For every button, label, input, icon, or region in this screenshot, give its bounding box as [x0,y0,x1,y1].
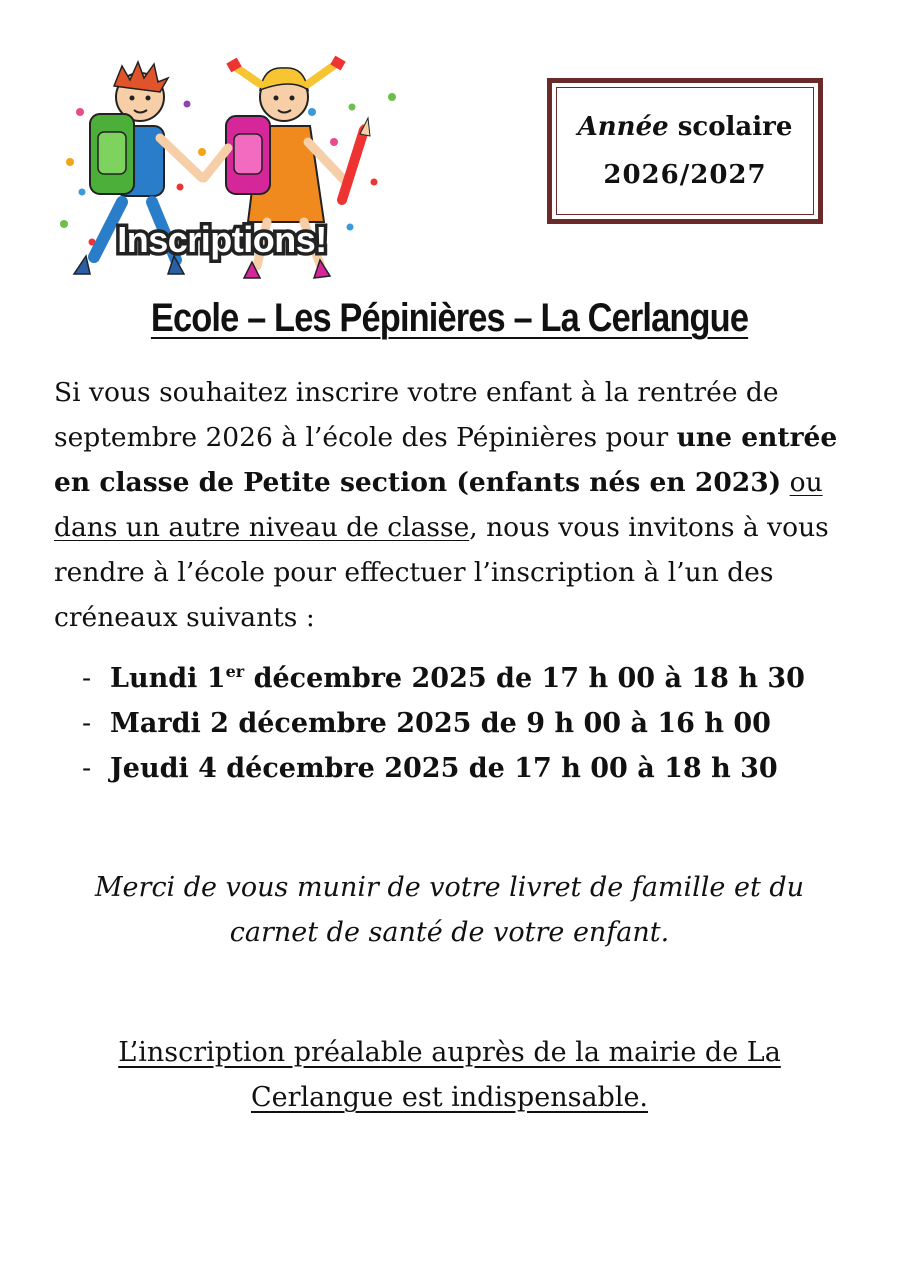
slot-item [82,746,805,791]
intro-underlined-text: ou dans un autre niveau de classe [54,467,823,543]
school-year-box-inner [556,87,814,215]
intro-text-part2: , nous vous invitons à vous rendre à l’école pour effectuer l’inscription à l’un des créneaux suivants : [54,512,829,633]
mairie-notice [0,1030,899,1120]
intro-space [781,467,789,498]
school-year-box [547,78,823,224]
documents-note-line2: carnet de santé de votre enfant. [229,917,670,948]
slot-dash: - [82,753,92,784]
slot-text: Mardi 2 décembre 2025 de 9 h 00 à 16 h 00 [110,708,771,739]
intro-bold-text: une entrée en classe de Petite section (enfants nés en 2023) [54,422,838,498]
children-with-backpacks-illustration [52,52,402,287]
school-year-label [578,103,793,151]
page-title-text: Ecole – Les Pépinières – La Cerlangue [150,296,749,340]
mairie-notice-line1: L’inscription préalable auprès de la mairie de La [118,1037,781,1068]
inscriptions-badge: Inscriptions! [117,219,327,260]
documents-note-line1: Merci de vous munir de votre livret de famille et du [94,872,805,903]
slot-text-end: décembre 2025 de 17 h 00 à 18 h 30 [244,663,805,694]
slot-item [82,656,805,701]
intro-text-part1: Si vous souhaitez inscrire votre enfant à la rentrée de septembre 2026 à l’école des Pépinières pour [54,377,779,453]
registration-slots-list [82,656,805,791]
school-year-label-rest: scolaire [677,112,793,142]
slot-ordinal-superscript: er [225,662,245,681]
slot-item [82,701,805,746]
school-year-value: 2026/2027 [603,160,767,190]
slot-text-start: Lundi 1 [110,663,226,694]
mairie-notice-line2: Cerlangue est indispensable. [250,1082,649,1113]
school-year-label-italic: Année [577,112,669,142]
slot-dash: - [82,708,92,739]
slot-text: Jeudi 4 décembre 2025 de 17 h 00 à 18 h 30 [110,753,778,784]
slot-dash: - [82,663,92,694]
page-title [63,296,836,341]
intro-paragraph [54,370,854,640]
documents-note [0,865,899,955]
